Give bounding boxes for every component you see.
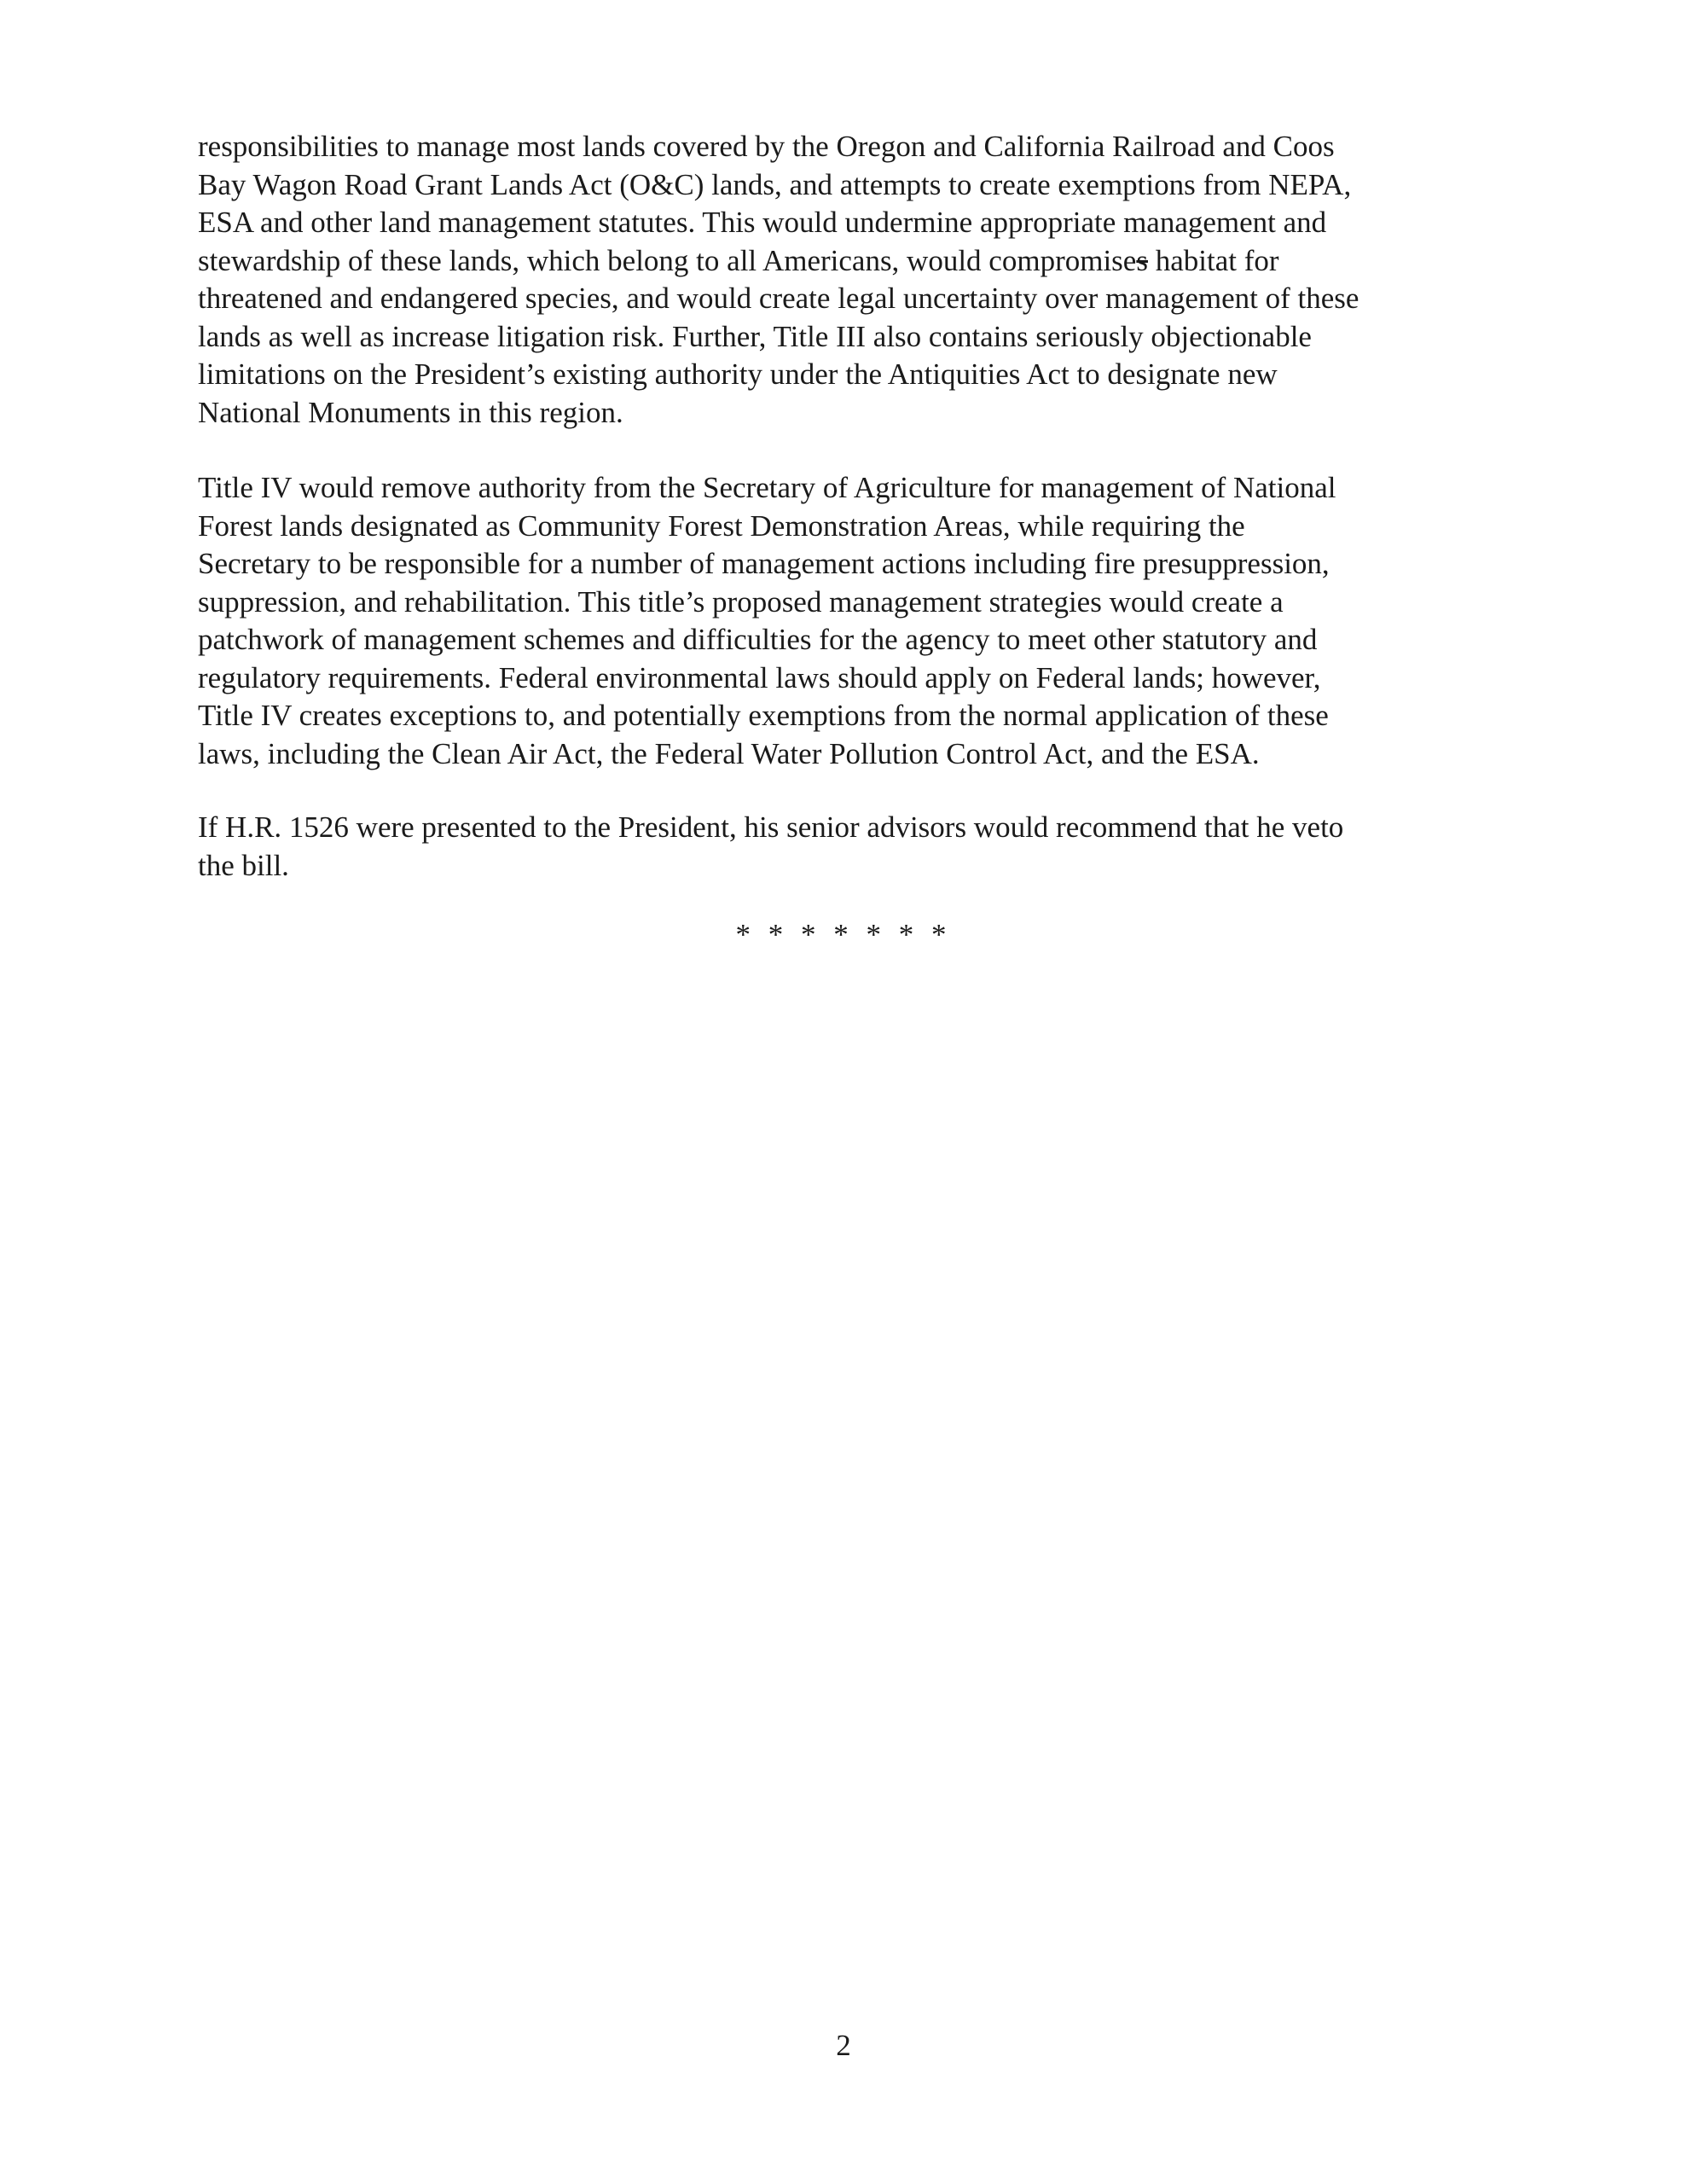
- text-line: Title IV would remove authority from the Secretary of Agriculture for management of National: [198, 471, 1336, 504]
- text-line: Secretary to be responsible for a number of management actions including fire presuppression,: [198, 547, 1330, 580]
- text-line: suppression, and rehabilitation. This title’s proposed management strategies would create a: [198, 584, 1284, 619]
- text-line: threatened and endangered species, and would create legal uncertainty over management of these: [198, 282, 1359, 315]
- text-line: If H.R. 1526 were presented to the President, his senior advisors would recommend that he veto: [198, 810, 1344, 844]
- text-line: Forest lands designated as Community Forest Demonstration Areas, while requiring the: [198, 508, 1245, 543]
- struck-text: s: [1136, 243, 1148, 277]
- text-line: responsibilities to manage most lands covered by the Oregon and California Railroad and Coos: [198, 130, 1335, 163]
- text-line: patchwork of management schemes and difficulties for the agency to meet other statutory and: [198, 623, 1318, 656]
- text-segment: stewardship of these lands, which belong to all Americans, would compromise: [198, 243, 1137, 277]
- text-line: Bay Wagon Road Grant Lands Act (O&C) lands, and attempts to create exemptions from NEPA,: [198, 167, 1352, 201]
- text-line: regulatory requirements. Federal environmental laws should apply on Federal lands; however,: [198, 660, 1321, 694]
- text-line: laws, including the Clean Air Act, the Federal Water Pollution Control Act, and the ESA.: [198, 736, 1260, 770]
- paragraph-title-iv: [198, 469, 1503, 773]
- paragraph-veto-recommendation: [198, 809, 1503, 885]
- text-line: Title IV creates exceptions to, and potentially exemptions from the normal application of these: [198, 699, 1329, 732]
- text-line: ESA and other land management statutes. This would undermine appropriate management and: [198, 206, 1327, 239]
- text-line: [198, 242, 1503, 281]
- text-line: the bill.: [198, 848, 289, 882]
- text-segment: habitat for: [1147, 243, 1279, 277]
- section-separator: * * * * * * *: [735, 918, 952, 951]
- paragraph-title-iii: [198, 128, 1503, 432]
- text-line: limitations on the President’s existing authority under the Antiquities Act to designate new: [198, 357, 1278, 391]
- text-line: National Monuments in this region.: [198, 395, 623, 429]
- page-number: 2: [836, 2029, 851, 2062]
- text-line: lands as well as increase litigation risk. Further, Title III also contains seriously objectionable: [198, 319, 1312, 353]
